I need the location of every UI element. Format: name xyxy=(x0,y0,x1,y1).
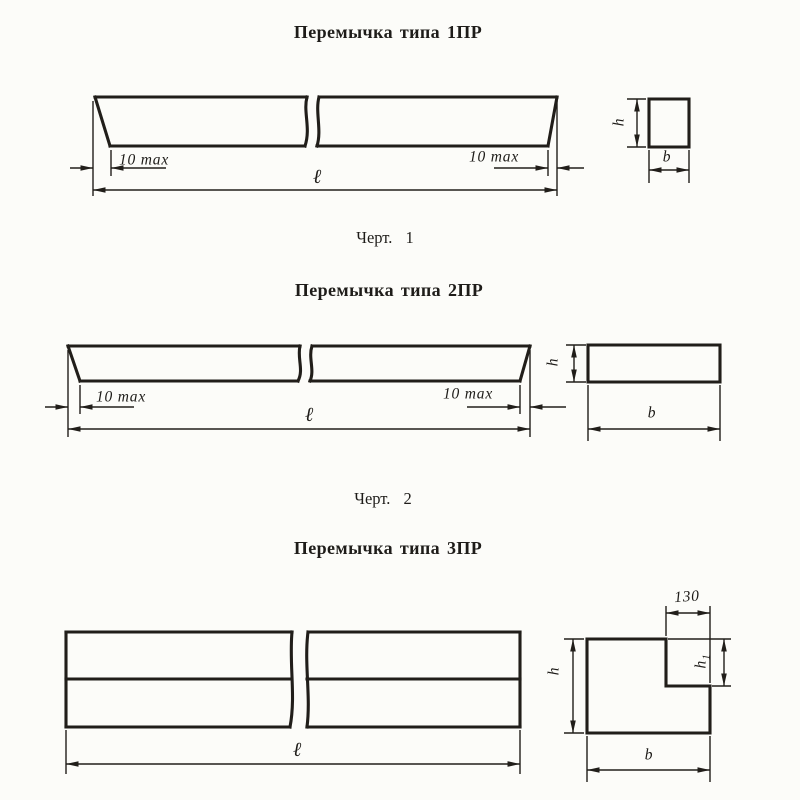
f1-beam-left-slant xyxy=(95,97,110,146)
figure1-caption: Черт. 1 xyxy=(356,227,414,247)
figure2-caption: Черт. 2 xyxy=(354,488,412,508)
figure2-left-offset-label: 10 max xyxy=(96,388,146,406)
figure2-right-offset-label: 10 max xyxy=(443,385,493,403)
f2-break-line-right xyxy=(310,346,312,381)
figure3-notch-depth-subscript: 1 xyxy=(700,653,713,660)
figure3-notch-depth-base: h xyxy=(692,659,710,669)
figure1-section-height-label: h xyxy=(610,117,628,127)
f2-beam-left-slant xyxy=(68,346,80,381)
figure2-length-label: ℓ xyxy=(304,402,314,426)
figure3-notch-width-label: 130 xyxy=(673,587,701,607)
figure1-cross-section xyxy=(627,99,689,183)
figure2-title: Перемычка типа 2ПР xyxy=(294,280,484,300)
figure2-section-height-label: h xyxy=(544,357,562,367)
figure2-section-width-label: b xyxy=(647,404,657,422)
figure2-beam-elevation xyxy=(68,346,530,381)
figure1-right-offset-label: 10 max xyxy=(469,148,519,166)
figure1-length-label: ℓ xyxy=(312,164,322,188)
figure1-left-offset-label: 10 max xyxy=(119,151,169,169)
f3-break-line-right xyxy=(307,632,309,727)
f2-break-line-left xyxy=(298,346,301,381)
figure1-beam-elevation xyxy=(95,97,557,146)
figure3-beam-elevation xyxy=(66,632,520,727)
figure3-section-width-label: b xyxy=(644,746,654,764)
figure3-notch-depth-label xyxy=(693,654,712,669)
f1-break-line-left xyxy=(305,97,307,146)
f1-beam-right-slant xyxy=(548,97,557,146)
f2-section-outline xyxy=(588,345,720,382)
figure3-title: Перемычка типа 3ПР xyxy=(293,538,483,558)
f3-section-outline xyxy=(587,639,710,733)
f2-beam-right-slant xyxy=(520,346,530,381)
figure1-section-width-label: b xyxy=(662,148,672,166)
f1-section-outline xyxy=(649,99,689,147)
figure3-section-height-label: h xyxy=(545,666,563,676)
figure1-title: Перемычка типа 1ПР xyxy=(293,22,483,42)
f1-break-line-right xyxy=(317,97,319,146)
figure3-length-label: ℓ xyxy=(292,737,302,761)
figure2-cross-section xyxy=(566,345,720,441)
